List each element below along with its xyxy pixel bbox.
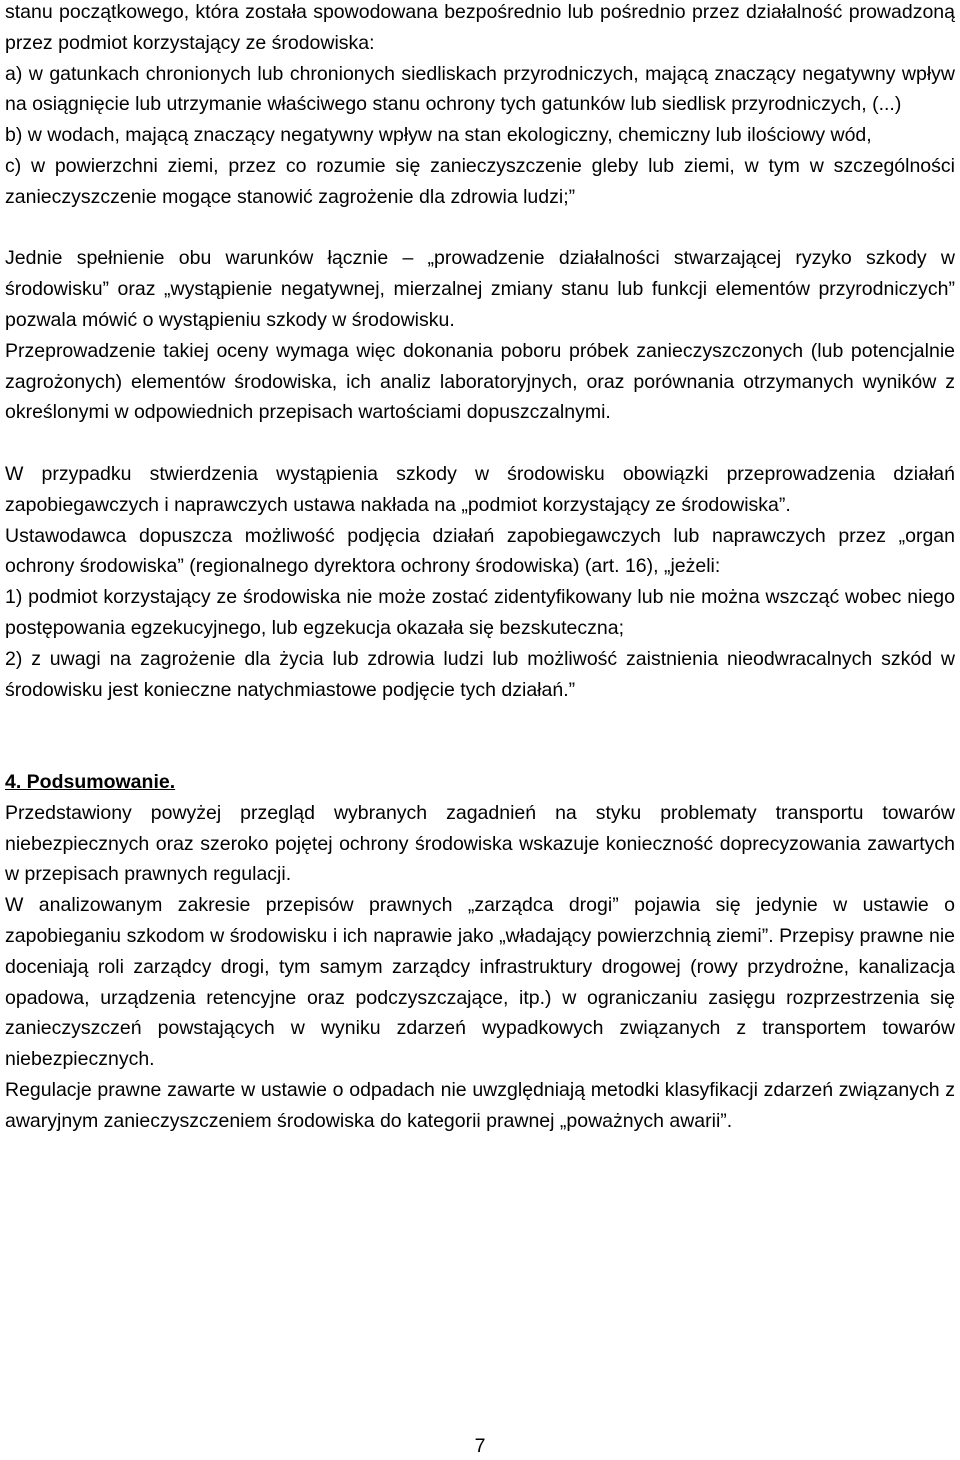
list-item: a) w gatunkach chronionych lub chronionych siedliskach przyrodniczych, mającą znaczący negatywny wpływ na osiągnięcie lub utrzymanie właściwego stanu ochrony tych gatunków lub siedlisk przyrodniczych, (...) xyxy=(5,62,955,116)
paragraph: Przedstawiony powyżej przegląd wybranych zagadnień na styku problematy transportu towarów niebezpiecznych oraz szeroko pojętej ochrony środowiska wskazuje konieczność doprecyzowania zawartych w przepisach prawnych regulacji. xyxy=(5,801,955,886)
list-item: 1) podmiot korzystający ze środowiska nie może zostać zidentyfikowany lub nie można wszcząć wobec niego postępowania egzekucyjnego, lub egzekucja okazała się bezskuteczna; xyxy=(5,586,955,639)
paragraph: Ustawodawca dopuszcza możliwość podjęcia działań zapobiegawczych lub naprawczych przez „organ ochrony środowiska” (regionalnego dyrektora ochrony środowiska) (art. 16), „jeżeli: xyxy=(5,524,955,578)
paragraph: W przypadku stwierdzenia wystąpienia szkody w środowisku obowiązki przeprowadzenia działań zapobiegawczych i naprawczych ustawa nakłada na „podmiot korzystający ze środowiska”. xyxy=(5,462,955,516)
list-item: b) w wodach, mającą znaczący negatywny wpływ na stan ekologiczny, chemiczny lub ilościowy wód, xyxy=(5,124,872,147)
list-item: c) w powierzchni ziemi, przez co rozumie się zanieczyszczenie gleby lub ziemi, w tym w szczególności zanieczyszczenie mogące stanowić zagrożenie dla zdrowia ludzi;” xyxy=(5,154,955,208)
page-number: 7 xyxy=(474,1435,486,1457)
section-spacer xyxy=(5,705,955,767)
paragraph: Przeprowadzenie takiej oceny wymaga więc dokonania poboru próbek zanieczyszczonych (lub potencjalnie zagrożonych) elementów środowiska, ich analiz laboratoryjnych, oraz porównania otrzymanych wyników z określonymi w odpowiednich przepisach wartościami dopuszczalnymi. xyxy=(5,339,955,424)
paragraph: Regulacje prawne zawarte w ustawie o odpadach nie uwzględniają metodki klasyfikacji zdarzeń związanych z awaryjnym zanieczyszczeniem środowiska do kategorii prawnej „poważnych awarii”. xyxy=(5,1078,955,1132)
paragraph-spacer xyxy=(5,428,955,459)
paragraph: Jednie spełnienie obu warunków łącznie – „prowadzenie działalności stwarzającej ryzyko szkody w środowisku” oraz „wystąpienie negatywnej, mierzalnej zmiany stanu lub funkcji elementów przyrodniczych” pozwala mówić o wystąpieniu szkody w środowisku. xyxy=(5,247,955,331)
section-heading: 4. Podsumowanie. xyxy=(5,770,176,793)
paragraph-spacer xyxy=(5,213,955,244)
document-page xyxy=(5,0,955,1136)
paragraph: W analizowanym zakresie przepisów prawnych „zarządca drogi” pojawia się jedynie w ustawie o zapobieganiu szkodom w środowisku i ich naprawie jako „władający powierzchnią ziemi”. Przepisy prawne nie doceniają roli zarządcy drogi, tym samym zarządcy infrastruktury drogowej (rowy przydrożne, kanalizacja opadowa, urządzenia retencyjne oraz podczyszczające, itp.) w ograniczaniu zasięgu rozprzestrzenia się zanieczyszczeń powstających w wyniku zdarzeń wypadkowych związanych z transportem towarów niebezpiecznych. xyxy=(5,894,955,1071)
list-item: 2) z uwagi na zagrożenie dla życia lub zdrowia ludzi lub możliwość zaistnienia nieodwracalnych szkód w środowisku jest konieczne natychmiastowe podjęcie tych działań.” xyxy=(5,647,955,701)
paragraph: stanu początkowego, która została spowodowana bezpośrednio lub pośrednio przez działalność prowadzoną przez podmiot korzystający ze środowiska: xyxy=(5,1,955,54)
